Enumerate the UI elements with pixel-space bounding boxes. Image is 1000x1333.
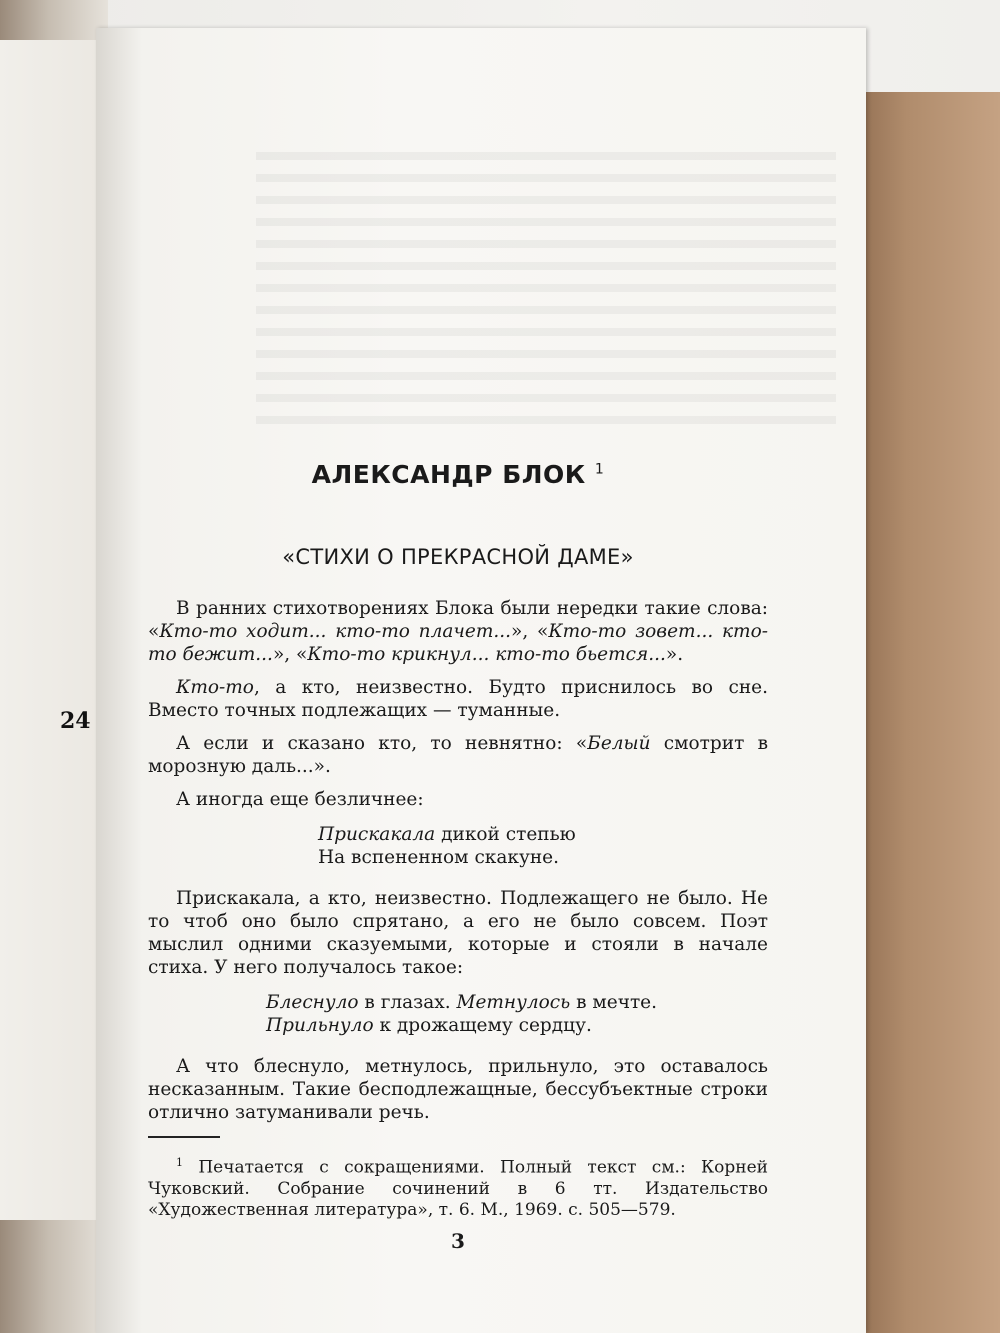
show-through-text bbox=[256, 138, 836, 438]
previous-page-number: 24 bbox=[60, 708, 91, 734]
chapter-title-text: АЛЕКСАНДР БЛОК bbox=[311, 460, 586, 489]
section-subtitle: «СТИХИ О ПРЕКРАСНОЙ ДАМЕ» bbox=[282, 545, 634, 569]
verse-line bbox=[318, 823, 768, 846]
italic-run: Кто-то ходит... кто-то плачет... bbox=[159, 621, 512, 642]
title-footnote-mark: 1 bbox=[594, 461, 605, 478]
text-run: », « bbox=[272, 644, 308, 665]
text-run: », « bbox=[511, 621, 549, 642]
italic-run: Метнулось bbox=[456, 992, 571, 1013]
footnote-text: Печатается с сокращениями. Полный текст см.: Корней Чуковский. Собрание сочинений в 6 тт. Издательство «Художественная литература», т. 6. М., 1969. с. 505—579. bbox=[148, 1157, 769, 1220]
text-run: В ранних стихотворениях Блока были нередки такие слова: « bbox=[148, 598, 768, 642]
paragraph-3 bbox=[148, 732, 768, 778]
footnote-mark: 1 bbox=[176, 1156, 183, 1169]
paragraph-5: Прискакала, а кто, неизвестно. Подлежащего не было. Не то чтоб оно было спрятано, а его не было совсем. Поэт мыслил одними сказуемыми, которые и стояли в начале стиха. У него получалось такое: bbox=[148, 888, 768, 978]
italic-run: Кто-то зовет... кто-то бежит... bbox=[148, 621, 768, 665]
book-cover-right bbox=[845, 92, 1000, 1333]
italic-run: Кто-то bbox=[176, 677, 254, 698]
footnote bbox=[148, 1152, 768, 1221]
text-run: в мечте. bbox=[570, 992, 658, 1013]
verse-1 bbox=[318, 823, 768, 869]
italic-run: Белый bbox=[587, 733, 651, 754]
paragraph-4: А иногда еще безличнее: bbox=[176, 789, 424, 810]
text-run: На вспененном скакуне. bbox=[318, 847, 560, 868]
text-run: дикой степью bbox=[435, 824, 576, 845]
italic-run: Кто-то крикнул... кто-то бьется... bbox=[307, 644, 666, 665]
italic-run: Прискакала bbox=[318, 824, 436, 845]
chapter-title bbox=[148, 460, 768, 489]
footnote-rule bbox=[148, 1136, 220, 1138]
text-run: смотрит в морозную даль...». bbox=[148, 733, 768, 777]
text-run: А если и сказано кто, то невнятно: « bbox=[176, 733, 588, 754]
verse-2 bbox=[266, 991, 768, 1037]
text-run: , а кто, неизвестно. Будто приснилось во сне. Вместо точных подлежащих — туманные. bbox=[148, 677, 768, 721]
verse-line bbox=[318, 846, 768, 869]
paragraph-2 bbox=[148, 676, 768, 722]
italic-run: Блеснуло bbox=[266, 992, 359, 1013]
page-number: 3 bbox=[451, 1228, 465, 1253]
verse-line bbox=[266, 1014, 768, 1037]
text-run: в глазах. bbox=[358, 992, 457, 1013]
previous-page bbox=[0, 40, 102, 1220]
paragraph-1 bbox=[148, 597, 768, 666]
text-run: к дрожащему сердцу. bbox=[373, 1015, 592, 1036]
verse-line bbox=[266, 991, 768, 1014]
page-content bbox=[148, 430, 768, 1253]
italic-run: Прильнуло bbox=[266, 1015, 374, 1036]
paragraph-6: А что блеснуло, метнулось, прильнуло, это оставалось несказанным. Такие бесподлежащные, бессубъектные строки отлично затуманивали речь. bbox=[148, 1056, 768, 1123]
text-run: ». bbox=[665, 644, 684, 665]
